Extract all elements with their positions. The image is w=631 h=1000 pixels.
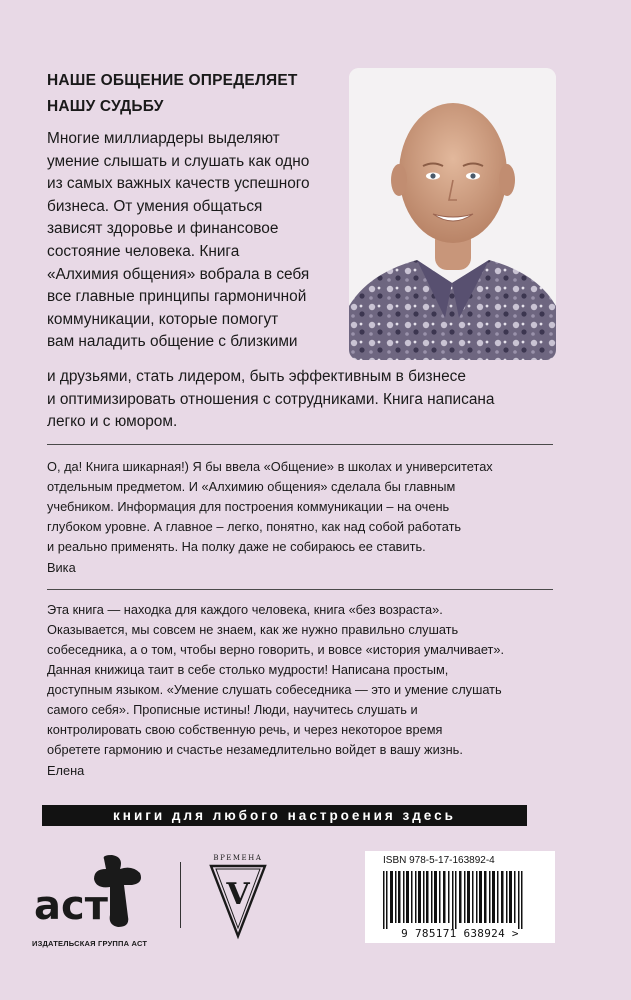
intro-line: и оптимизировать отношения с сотрудниками. Книга написана bbox=[47, 390, 495, 408]
review-line: О, да! Книга шикарная!) Я бы ввела «Общение» в школах и университетах bbox=[47, 459, 493, 474]
divider bbox=[47, 589, 553, 590]
intro-line: бизнеса. От умения общаться bbox=[47, 197, 263, 215]
intro-line: «Алхимия общения» вобрала в себя bbox=[47, 265, 310, 283]
logo-separator bbox=[180, 862, 181, 928]
headline bbox=[47, 68, 337, 120]
review-line: отдельным предметом. И «Алхимию общения» сделала бы главным bbox=[47, 479, 456, 494]
review-line: Эта книга — находка для каждого человека, книга «без возраста». bbox=[47, 602, 443, 617]
slogan-banner: книги для любого настроения здесь bbox=[42, 805, 527, 826]
review-2-text bbox=[47, 600, 555, 760]
intro-line: зависят здоровье и финансовое bbox=[47, 220, 279, 238]
ast-logo-text: аст bbox=[34, 883, 108, 929]
intro-line: состояние человека. Книга bbox=[47, 242, 240, 260]
headline-line-1: НАШЕ ОБЩЕНИЕ ОПРЕДЕЛЯЕТ bbox=[47, 72, 298, 89]
review-line: доступным языком. «Умение слушать собеседника — это и умение слушать bbox=[47, 682, 502, 697]
intro-line: вам наладить общение с близкими bbox=[47, 333, 298, 351]
intro-line: умение слышать и слушать как одно bbox=[47, 152, 310, 170]
intro-text-continued bbox=[47, 366, 567, 434]
intro-line: легко и с юмором. bbox=[47, 413, 178, 431]
ast-logo-icon bbox=[32, 855, 150, 933]
review-line: учебником. Информация для построения коммуникации – на очень bbox=[47, 499, 450, 514]
vremena-mark: V bbox=[226, 877, 250, 912]
review-line: и реально применять. На полку даже не собираюсь ее ставить. bbox=[47, 539, 426, 554]
review-2-author: Елена bbox=[47, 763, 85, 778]
intro-line: все главные принципы гармоничной bbox=[47, 288, 307, 306]
intro-text bbox=[47, 128, 347, 354]
intro-line: Многие миллиардеры выделяют bbox=[47, 130, 280, 147]
review-line: Оказывается, мы совсем не знаем, как же нужно правильно слушать bbox=[47, 622, 459, 637]
review-line: самого себя». Прописные истины! Люди, научитесь слушать и bbox=[47, 702, 418, 717]
intro-line: из самых важных качеств успешного bbox=[47, 175, 310, 193]
intro-line: и друзьями, стать лидером, быть эффективным в бизнесе bbox=[47, 368, 466, 385]
headline-line-2: НАШУ СУДЬБУ bbox=[47, 98, 164, 115]
review-line: глубоком уровне. А главное – легко, понятно, как над собой работать bbox=[47, 519, 462, 534]
divider bbox=[47, 444, 553, 445]
author-photo bbox=[349, 68, 556, 360]
barcode-digits: 9 785171 638924 > bbox=[401, 927, 519, 940]
vremena-logo-icon bbox=[207, 850, 269, 940]
vremena-label: ВРЕМЕНА bbox=[213, 854, 263, 862]
isbn-text: ISBN 978-5-17-163892-4 bbox=[383, 855, 495, 866]
barcode bbox=[365, 851, 555, 943]
review-line: контролировать свою собственную речь, и через некоторое время bbox=[47, 722, 443, 737]
review-line: Данная книжица таит в себе столько мудрости! Написана простым, bbox=[47, 662, 449, 677]
review-line: обретете гармонию и счастье незамедлительно войдет в вашу жизнь. bbox=[47, 742, 463, 757]
publisher-caption: ИЗДАТЕЛЬСКАЯ ГРУППА АСТ bbox=[32, 939, 148, 948]
review-line: собеседника, а о том, чтобы верно говорить, и вовсе «история умалчивает». bbox=[47, 642, 505, 657]
intro-line: коммуникации, которые помогут bbox=[47, 310, 279, 328]
author-portrait-illustration bbox=[349, 68, 556, 360]
review-1-text bbox=[47, 457, 555, 557]
review-1-author: Вика bbox=[47, 560, 76, 575]
